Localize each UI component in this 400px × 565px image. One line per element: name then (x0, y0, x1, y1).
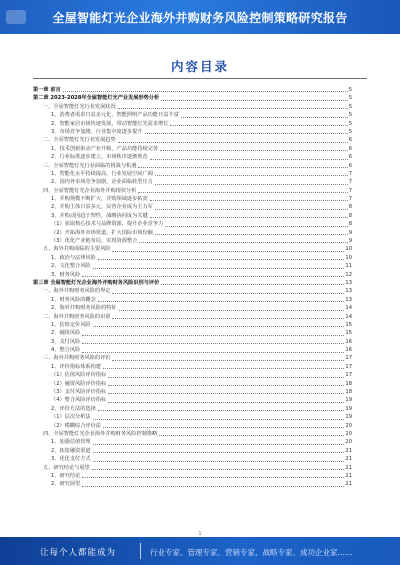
toc-entry-page: 13 (345, 279, 352, 286)
toc-leader-dots (155, 234, 348, 235)
toc-entry[interactable] (33, 338, 352, 346)
toc-entry-page: 20 (345, 431, 352, 437)
toc-entry[interactable] (33, 212, 352, 220)
toc-leader-dots (112, 251, 344, 252)
toc-entry-label: 第三章 全屋智能灯光企业海外并购财务风险识别与评价 (33, 279, 160, 286)
toc-entry[interactable] (33, 388, 352, 396)
toc-entry[interactable] (33, 245, 352, 253)
toc-entry-label: 1、评价指标体系构建 (51, 363, 101, 370)
toc-entry[interactable] (33, 438, 352, 446)
toc-entry-page: 21 (345, 456, 352, 463)
toc-leader-dots (112, 360, 344, 361)
toc-leader-dots (93, 268, 345, 269)
toc-entry-page: 12 (345, 271, 352, 278)
toc-entry-label: 四、全屋智能灯光企业海外并购财务风险控制策略 (43, 431, 158, 437)
toc-leader-dots (145, 133, 348, 134)
toc-leader-dots (98, 410, 345, 411)
toc-leader-dots (63, 91, 348, 92)
toc-entry-page: 5 (348, 112, 352, 119)
toc-leader-dots (155, 184, 348, 185)
toc-entry-page: 6 (348, 154, 352, 161)
toc-entry-page: 5 (348, 95, 352, 102)
toc-entry-label: （3）优化产业链布局，实现资源整合 (51, 238, 138, 245)
toc-entry-page: 19 (345, 414, 352, 421)
toc-entry[interactable] (33, 363, 352, 371)
toc-entry[interactable] (33, 178, 352, 186)
toc-leader-dots (82, 486, 344, 487)
toc-entry[interactable] (33, 229, 352, 237)
toc-leader-dots (118, 142, 348, 143)
report-header (0, 0, 400, 34)
toc-entry[interactable] (33, 254, 352, 262)
toc-entry-label: 1、政治与法律风险 (51, 254, 96, 261)
toc-leader-dots (92, 469, 345, 470)
toc-entry-label: 2、海外并购财务风险的特征 (51, 305, 117, 312)
toc-entry-label: 2、融资风险 (51, 330, 81, 337)
toc-entry-label: 2、拓宽融资渠道 (51, 447, 91, 454)
toc-leader-dots (139, 242, 347, 243)
toc-entry[interactable] (33, 220, 352, 228)
toc-entry-page: 21 (345, 481, 352, 488)
table-of-contents (33, 86, 352, 489)
toc-leader-dots (82, 352, 344, 353)
toc-entry-label: （2）融资风险评价指标 (51, 380, 107, 387)
toc-leader-dots (98, 259, 345, 260)
toc-leader-dots (82, 477, 344, 478)
toc-entry-page: 16 (345, 338, 352, 345)
toc-entry-label: 二、海外并购财务风险的识别 (43, 313, 111, 320)
toc-entry-page: 13 (345, 288, 352, 295)
toc-entry-page: 20 (345, 439, 352, 446)
toc-entry-page: 11 (345, 263, 352, 270)
toc-entry[interactable] (33, 111, 352, 119)
toc-leader-dots (93, 461, 345, 462)
toc-leader-dots (138, 167, 347, 168)
toc-entry-label: （2）开拓海外市场渠道，扩大国际市场份额 (51, 229, 153, 236)
toc-leader-dots (82, 343, 344, 344)
toc-entry-page: 8 (348, 221, 352, 228)
toc-entry-page: 8 (348, 204, 352, 211)
report-title: 全屋智能灯光企业海外并购财务风险控制策略研究报告 (52, 11, 348, 25)
toc-entry-page: 7 (348, 170, 352, 177)
toc-leader-dots (150, 159, 348, 160)
toc-entry[interactable] (33, 262, 352, 270)
toc-entry-label: 第二章 2023-2028年全屋智能灯光产业发展形势分析 (33, 95, 160, 102)
toc-entry[interactable] (33, 480, 352, 488)
toc-leader-dots (112, 318, 344, 319)
toc-entry-label: （4）整合风险评价指标 (51, 397, 107, 404)
toc-entry[interactable] (33, 472, 352, 480)
toc-entry-label: 1、财务风险的概念 (51, 296, 96, 303)
toc-leader-dots (155, 175, 348, 176)
toc-entry[interactable] (33, 371, 352, 379)
toc-entry-page: 19 (345, 405, 352, 412)
toc-entry[interactable] (33, 396, 352, 404)
toc-entry-page: 5 (348, 103, 352, 110)
toc-entry[interactable] (33, 120, 352, 128)
toc-entry-label: 三、海外并购财务风险的评价 (43, 355, 111, 362)
toc-divider (33, 78, 367, 79)
toc-entry[interactable] (33, 86, 352, 94)
toc-entry[interactable] (33, 422, 352, 430)
toc-entry[interactable] (33, 313, 352, 321)
toc-entry-page: 7 (348, 187, 352, 194)
toc-entry-label: 五、海外并购面临的主要风险 (43, 246, 111, 253)
toc-entry[interactable] (33, 430, 352, 438)
toc-leader-dots (93, 452, 345, 453)
toc-entry-label: 3、并购动因趋于理性，战略协同成为关键 (51, 212, 148, 219)
toc-entry-page: 16 (345, 347, 352, 354)
toc-entry-label: （1）估值风险评价指标 (51, 372, 107, 379)
toc-entry-page: 6 (348, 145, 352, 152)
toc-entry-label: 3、支付风险 (51, 338, 81, 345)
toc-leader-dots (119, 310, 345, 311)
toc-entry-page: 9 (348, 229, 352, 236)
toc-entry-page: 20 (345, 422, 352, 429)
toc-leader-dots (108, 385, 344, 386)
toc-entry-label: 第一章 前言 (33, 86, 61, 93)
toc-entry-label: 1、加强估值管理 (51, 439, 91, 446)
toc-entry[interactable] (33, 170, 352, 178)
toc-leader-dots (93, 444, 345, 445)
toc-entry-page: 5 (348, 86, 352, 93)
toc-leader-dots (93, 326, 345, 327)
toc-leader-dots (108, 402, 344, 403)
toc-leader-dots (82, 335, 344, 336)
toc-leader-dots (150, 217, 348, 218)
toc-entry-page: 17 (345, 372, 352, 379)
toc-leader-dots (93, 419, 345, 420)
toc-entry-page: 7 (348, 179, 352, 186)
toc-entry-label: 1、消费者需求日益多元化，智能照明产品功能日益丰富 (51, 112, 179, 119)
toc-entry[interactable] (33, 153, 352, 161)
toc-entry[interactable] (33, 162, 352, 170)
toc-leader-dots (108, 377, 344, 378)
toc-entry-page: 10 (345, 254, 352, 261)
toc-entry-label: 1、智能化水平持续提高，行业发展空间广阔 (51, 170, 153, 177)
toc-entry-label: 1、技术创新驱动产业升级，产品功能持续完善 (51, 145, 159, 152)
toc-entry-label: 3、市场竞争加剧，行业集中度逐步提升 (51, 128, 143, 135)
toc-entry-label: 4、整合风险 (51, 347, 81, 354)
toc-entry-page: 15 (345, 330, 352, 337)
toc-entry-label: 1、研究结论 (51, 472, 81, 479)
toc-entry-page: 5 (348, 120, 352, 127)
toc-entry-label: 1、估值定价风险 (51, 321, 91, 328)
toc-leader-dots (82, 276, 344, 277)
toc-entry-label: 2、并购主体日益多元，民营企业成为主力军 (51, 204, 153, 211)
toc-entry-page: 19 (345, 397, 352, 404)
toc-entry-page: 15 (345, 321, 352, 328)
toc-leader-dots (160, 150, 348, 151)
toc-entry-label: 二、全屋智能灯光行业发展趋势 (43, 137, 116, 144)
toc-entry-page: 14 (345, 313, 352, 320)
toc-entry[interactable] (33, 136, 352, 144)
toc-entry[interactable] (33, 455, 352, 463)
toc-leader-dots (159, 435, 344, 436)
toc-entry-page: 18 (345, 380, 352, 387)
toc-entry-page: 21 (345, 472, 352, 479)
toc-entry-label: （1）层次分析法 (51, 414, 91, 421)
toc-entry-page: 13 (345, 296, 352, 303)
toc-leader-dots (118, 108, 348, 109)
toc-leader-dots (108, 393, 344, 394)
toc-entry[interactable] (33, 380, 352, 388)
footer-tagline: 行业专家、管理专家、营销专家、战略专家、成功企业家…… (150, 548, 353, 557)
toc-entry[interactable] (33, 94, 352, 102)
toc-entry-page: 14 (345, 305, 352, 312)
toc-entry-label: （2）模糊综合评价法 (51, 422, 101, 429)
toc-entry[interactable] (33, 296, 352, 304)
toc-entry[interactable] (33, 195, 352, 203)
toc-entry[interactable] (33, 203, 352, 211)
toc-entry-label: 2、文化整合风险 (51, 263, 91, 270)
toc-leader-dots (150, 200, 348, 201)
toc-entry[interactable] (33, 355, 352, 363)
toc-entry-page: 6 (348, 137, 352, 144)
toc-entry[interactable] (33, 413, 352, 421)
toc-leader-dots (161, 100, 347, 101)
footer-divider (140, 543, 141, 559)
toc-entry-label: 一、全屋智能灯光行业发展状况 (43, 103, 116, 110)
toc-entry-page: 18 (345, 389, 352, 396)
page-number: 1 (198, 531, 202, 537)
toc-leader-dots (103, 427, 344, 428)
toc-leader-dots (181, 117, 348, 118)
toc-entry-label: 2、研究展望 (51, 481, 81, 488)
toc-entry-label: 3、财务风险 (51, 271, 81, 278)
toc-leader-dots (98, 301, 345, 302)
toc-entry-page: 17 (345, 363, 352, 370)
toc-entry-page: 21 (345, 464, 352, 471)
toc-heading: 内容目录 (170, 59, 229, 74)
toc-entry-label: （3）支付风险评价指标 (51, 389, 107, 396)
toc-entry-label: 五、研究结论与展望 (43, 464, 90, 471)
toc-entry-page: 9 (348, 238, 352, 245)
toc-entry-page: 7 (348, 196, 352, 203)
toc-entry-page: 17 (345, 355, 352, 362)
toc-entry[interactable] (33, 271, 352, 279)
toc-leader-dots (138, 192, 347, 193)
toc-entry[interactable] (33, 304, 352, 312)
toc-entry[interactable] (33, 329, 352, 337)
toc-leader-dots (161, 284, 344, 285)
report-footer (0, 537, 400, 565)
toc-entry-page: 6 (348, 162, 352, 169)
toc-leader-dots (112, 293, 344, 294)
toc-entry[interactable] (33, 237, 352, 245)
toc-entry-label: 3、优化支付方式 (51, 456, 91, 463)
toc-entry-label: 三、全屋智能灯光行业面临的挑战与机遇 (43, 162, 137, 169)
toc-entry-label: 2、国内外市场竞争加剧，企业面临转型压力 (51, 179, 153, 186)
toc-entry-label: 2、评价方法的选择 (51, 405, 96, 412)
toc-entry[interactable] (33, 103, 352, 111)
toc-leader-dots (103, 368, 344, 369)
toc-entry[interactable] (33, 447, 352, 455)
toc-entry[interactable] (33, 128, 352, 136)
toc-leader-dots (155, 209, 348, 210)
toc-entry[interactable] (33, 287, 352, 295)
toc-entry[interactable] (33, 145, 352, 153)
toc-entry-page: 8 (348, 212, 352, 219)
toc-entry[interactable] (33, 187, 352, 195)
toc-entry[interactable] (33, 346, 352, 354)
toc-entry-page: 21 (345, 447, 352, 454)
toc-entry[interactable] (33, 279, 352, 287)
toc-entry-page: 5 (348, 128, 352, 135)
toc-entry[interactable] (33, 405, 352, 413)
toc-entry[interactable] (33, 321, 352, 329)
toc-entry-label: 一、海外并购财务风险的界定 (43, 288, 111, 295)
toc-entry-page: 10 (345, 246, 352, 253)
toc-entry-label: 1、并购规模不断扩大，并购领域逐步拓宽 (51, 196, 148, 203)
toc-entry[interactable] (33, 464, 352, 472)
toc-leader-dots (170, 125, 347, 126)
toc-entry-label: 2、行业标准逐步建立，市场秩序逐渐规范 (51, 154, 148, 161)
footer-slogan: 让每个人都能成为 (40, 548, 117, 558)
toc-entry-label: 2、智能家居市场快速发展，带动智能灯光需求增长 (51, 120, 169, 127)
toc-entry-label: （1）获取核心技术与品牌资源，提升企业竞争力 (51, 221, 164, 228)
toc-leader-dots (165, 226, 347, 227)
toc-entry-label: 四、全屋智能灯光企业海外并购现状分析 (43, 187, 137, 194)
